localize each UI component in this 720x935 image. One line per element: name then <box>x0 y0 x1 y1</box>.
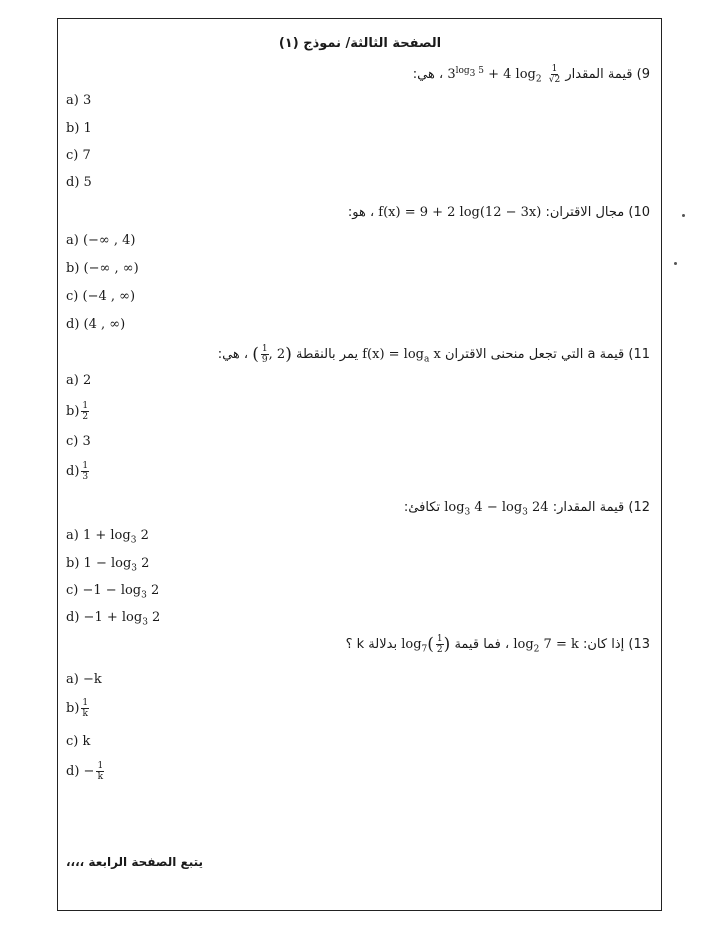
option-10a[interactable]: a) (−∞ , 4) <box>66 233 136 248</box>
question-number: 13) <box>628 637 650 652</box>
question-10 <box>348 205 650 220</box>
option-9a[interactable]: a) 3 <box>66 93 92 108</box>
option-9b[interactable]: b) 1 <box>66 121 92 136</box>
question-prefix: قيمة a التي تجعل منحنى الاقتران <box>444 347 625 362</box>
option-13d[interactable]: d) − $\frac{1}{k}$ <box>66 761 104 782</box>
option-12a[interactable]: a) $1 + \log_3 2$ <box>66 528 149 546</box>
question-9 <box>413 64 650 85</box>
question-expression: $3^{log_3 5} + 4$ $\log_2$ $\frac{1}{√2}$ <box>447 64 561 85</box>
scan-speck <box>674 262 677 265</box>
option-11a[interactable]: a) 2 <box>66 373 92 388</box>
question-expression: $\log_7$( $\frac{1}{2}$ ) <box>401 634 451 655</box>
point-expression: ( $\frac{1}{9}$ , 2) <box>252 344 292 365</box>
question-prefix: قيمة المقدار <box>565 67 633 82</box>
question-prefix: إذا كان: <box>583 637 625 652</box>
page-border <box>57 18 662 911</box>
option-12b[interactable]: b) $1 - \log_3 2$ <box>66 556 150 574</box>
question-number: 11) <box>628 347 650 362</box>
question-expression: f(x) = 9 + 2 log(12 − 3x) <box>378 205 542 220</box>
question-suffix: ، هي: <box>217 347 249 362</box>
question-number: 9) <box>636 67 650 82</box>
option-13a[interactable]: a) −k <box>66 672 102 687</box>
footer-continue-note: يتبع الصفحة الرابعة ،،،، <box>66 855 204 869</box>
option-11d[interactable]: d) $\frac{1}{3}$ <box>66 461 89 482</box>
question-suffix: ، هو: <box>347 205 375 220</box>
page-title: الصفحة الثالثة/ نموذج (١) <box>278 36 442 51</box>
option-12c[interactable]: $c) -1 - \log_3 2$ <box>66 583 160 601</box>
option-13c[interactable]: c) k <box>66 734 91 749</box>
option-11c[interactable]: c) 3 <box>66 434 91 449</box>
question-suffix: تكافئ: <box>403 500 441 515</box>
question-middle: يمر بالنقطة <box>295 347 359 362</box>
condition-expression: $\log_2 7 = k$ <box>513 637 579 655</box>
question-number: 10) <box>628 205 650 220</box>
option-13b[interactable]: b) $\frac{1}{k}$ <box>66 698 89 719</box>
option-12d[interactable]: $d) -1 + \log_3 2$ <box>66 610 161 628</box>
option-10d[interactable]: d) (4 , ∞) <box>66 317 126 332</box>
question-number: 12) <box>628 500 650 515</box>
question-middle: ، فما قيمة <box>454 637 510 652</box>
question-11 <box>218 344 650 365</box>
option-10b[interactable]: b) (−∞ , ∞) <box>66 261 139 276</box>
question-expression: $\log_3 4 - \log_3 24$ <box>444 500 549 518</box>
question-prefix: مجال الاقتران: <box>545 205 625 220</box>
option-9c[interactable]: c) 7 <box>66 148 91 163</box>
question-prefix: قيمة المقدار: <box>552 500 625 515</box>
question-expression: $f(x) = \log_a x$ <box>362 347 441 365</box>
question-suffix: ، هي: <box>412 67 444 82</box>
question-12 <box>404 500 650 518</box>
option-10c[interactable]: c) (−4 , ∞) <box>66 289 136 304</box>
option-11b[interactable]: b) $\frac{1}{2}$ <box>66 401 89 422</box>
option-9d[interactable]: d) 5 <box>66 175 92 190</box>
question-13 <box>346 634 650 655</box>
scan-speck <box>682 214 685 217</box>
question-suffix: بدلالة k ؟ <box>345 637 398 652</box>
